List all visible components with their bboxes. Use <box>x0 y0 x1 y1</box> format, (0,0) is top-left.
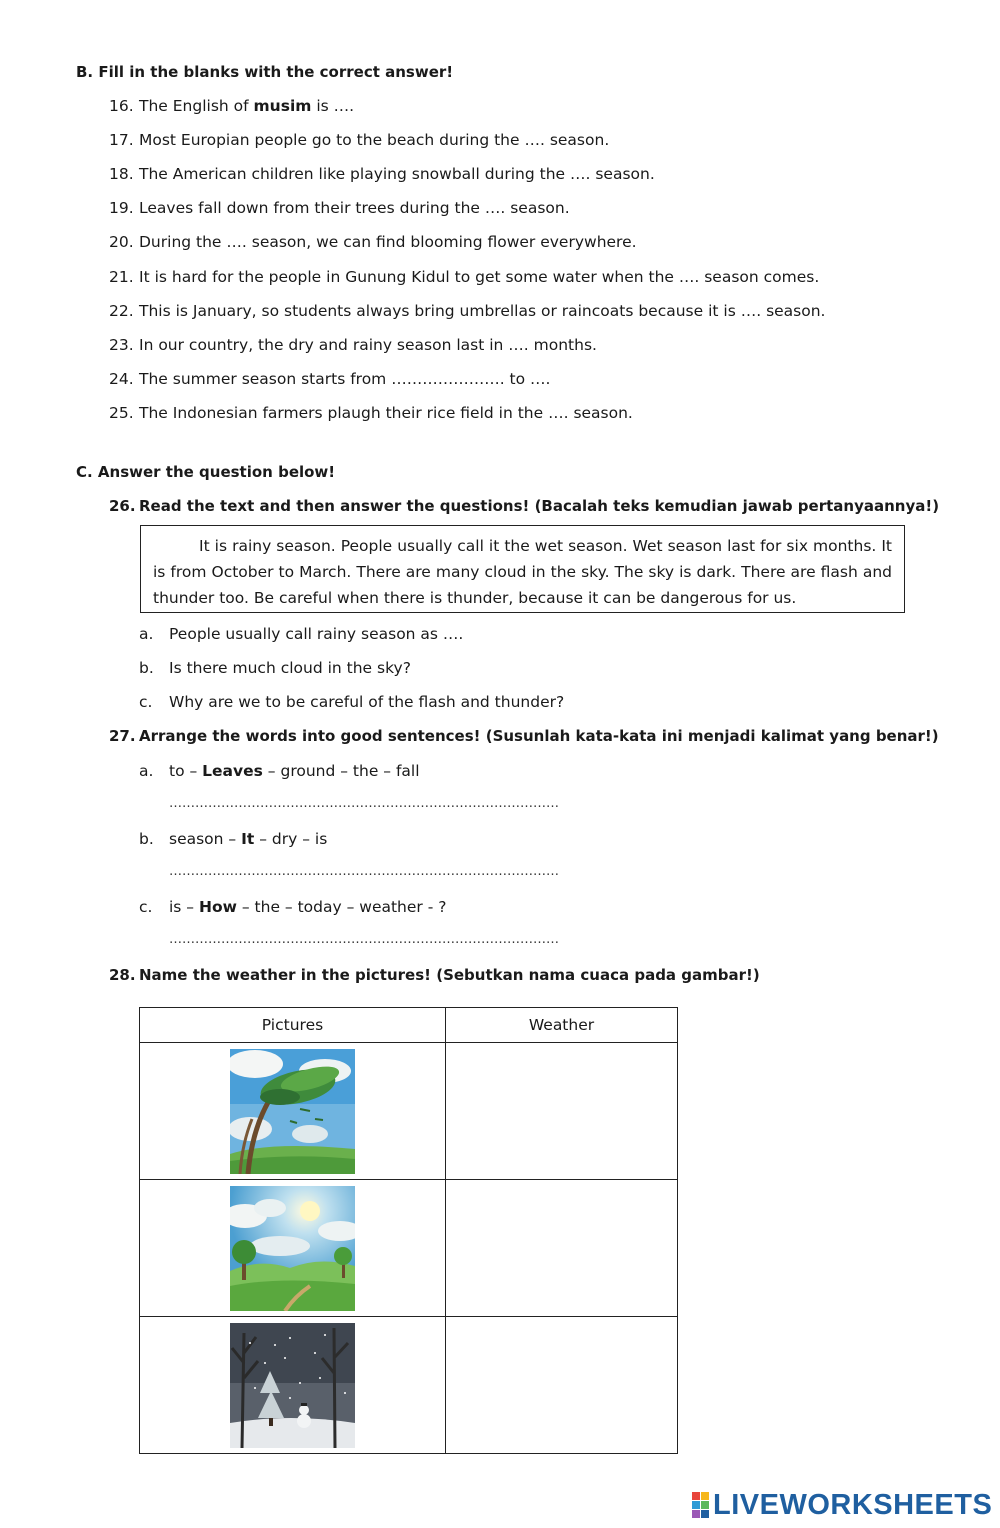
weather-answer-cell[interactable] <box>446 1043 678 1180</box>
list-item <box>109 302 826 320</box>
list-item <box>109 336 597 354</box>
q27-instruction-text: Arrange the words into good sentences! (Susunlah kata-kata ini menjadi kalimat yang benar!) <box>139 727 939 745</box>
item-letter: a. <box>139 625 154 643</box>
word-group-post: – dry – is <box>254 830 328 848</box>
question-number: 17. <box>109 131 134 149</box>
question-text: In our country, the dry and rainy season last in …. months. <box>139 336 597 354</box>
q26-instruction-text: Read the text and then answer the questions! (Bacalah teks kemudian jawab pertanyaannya!) <box>139 497 940 515</box>
list-item <box>139 762 420 780</box>
q27-instruction <box>109 727 939 745</box>
list-item <box>139 625 463 643</box>
question-number: 21. <box>109 268 134 286</box>
answer-line[interactable]: ……………………………………………………………………………… <box>169 796 559 811</box>
q26-number: 26. <box>109 497 136 515</box>
word-group-bold: It <box>241 830 255 848</box>
reading-passage <box>140 525 905 613</box>
question-text: During the …. season, we can find blooming flower everywhere. <box>139 233 637 251</box>
item-text: Is there much cloud in the sky? <box>169 659 411 677</box>
question-number: 16. <box>109 97 134 115</box>
question-text: The American children like playing snowball during the …. season. <box>139 165 655 183</box>
item-letter: b. <box>139 659 154 677</box>
question-text-bold: musim <box>253 97 312 115</box>
weather-answer-cell[interactable] <box>446 1180 678 1317</box>
question-text: The Indonesian farmers plaugh their rice field in the …. season. <box>139 404 633 422</box>
q26-instruction <box>109 497 939 515</box>
q28-instruction-text: Name the weather in the pictures! (Sebutkan nama cuaca pada gambar!) <box>139 966 760 984</box>
list-item <box>139 659 411 677</box>
word-group-bold: How <box>199 898 237 916</box>
question-number: 24. <box>109 370 134 388</box>
question-number: 23. <box>109 336 134 354</box>
word-group-pre: season – <box>169 830 242 848</box>
q28-instruction <box>109 966 760 984</box>
snowy-forest-picture <box>230 1323 355 1448</box>
question-text: Most Europian people go to the beach during the …. season. <box>139 131 610 149</box>
word-group-post: – the – today – weather - ? <box>236 898 447 916</box>
table-header-row <box>140 1008 678 1043</box>
list-item <box>109 268 819 286</box>
question-text-post: is …. <box>311 97 355 115</box>
list-item <box>109 131 609 149</box>
word-group-pre: is – <box>169 898 199 916</box>
list-item <box>109 370 550 388</box>
answer-line[interactable]: ……………………………………………………………………………… <box>169 864 559 879</box>
q27-number: 27. <box>109 727 136 745</box>
picture-cell <box>140 1317 446 1454</box>
passage-text: It is rainy season. People usually call it the wet season. Wet season last for six months. It is from October to March. There are many cloud in the sky. The sky is dark. There are flash and thunder too. Be careful when there is thunder, because it can be dangerous for us. <box>153 537 892 607</box>
section-c-heading: C. Answer the question below! <box>76 463 336 481</box>
section-b-heading: B. Fill in the blanks with the correct answer! <box>76 63 454 81</box>
item-text: People usually call rainy season as …. <box>169 625 464 643</box>
item-text: Why are we to be careful of the flash and thunder? <box>169 693 565 711</box>
word-group-bold: Leaves <box>202 762 263 780</box>
item-letter: b. <box>139 830 154 848</box>
item-letter: c. <box>139 898 153 916</box>
header-weather: Weather <box>446 1008 678 1043</box>
table-row <box>140 1180 678 1317</box>
weather-answer-cell[interactable] <box>446 1317 678 1454</box>
sunny-field-picture <box>230 1186 355 1311</box>
weather-table <box>139 1007 678 1454</box>
list-item <box>109 165 655 183</box>
list-item <box>139 898 446 916</box>
question-text: This is January, so students always bring umbrellas or raincoats because it is …. season. <box>139 302 826 320</box>
word-group-pre: to – <box>169 762 203 780</box>
logo-mark-icon <box>692 1492 709 1518</box>
picture-cell <box>140 1180 446 1317</box>
question-number: 20. <box>109 233 134 251</box>
question-text: It is hard for the people in Gunung Kidul to get some water when the …. season comes. <box>139 268 820 286</box>
item-letter: a. <box>139 762 154 780</box>
list-item <box>109 233 637 251</box>
question-text-pre: The English of <box>139 97 254 115</box>
brand-name: LIVEWORKSHEETS <box>713 1488 993 1521</box>
question-text: The summer season starts from …………………. to …. <box>139 370 551 388</box>
question-number: 22. <box>109 302 134 320</box>
list-item <box>109 199 570 217</box>
question-number: 25. <box>109 404 134 422</box>
question-number: 19. <box>109 199 134 217</box>
liveworksheets-logo <box>692 1489 992 1521</box>
windy-tree-picture <box>230 1049 355 1174</box>
question-text: Leaves fall down from their trees during the …. season. <box>139 199 570 217</box>
question-number: 18. <box>109 165 134 183</box>
item-letter: c. <box>139 693 153 711</box>
list-item <box>109 97 354 115</box>
table-row <box>140 1043 678 1180</box>
header-pictures: Pictures <box>140 1008 446 1043</box>
word-group-post: – ground – the – fall <box>262 762 420 780</box>
answer-line[interactable]: ……………………………………………………………………………… <box>169 932 559 947</box>
picture-cell <box>140 1043 446 1180</box>
list-item <box>109 404 633 422</box>
list-item <box>139 693 564 711</box>
table-row <box>140 1317 678 1454</box>
q28-number: 28. <box>109 966 136 984</box>
list-item <box>139 830 327 848</box>
